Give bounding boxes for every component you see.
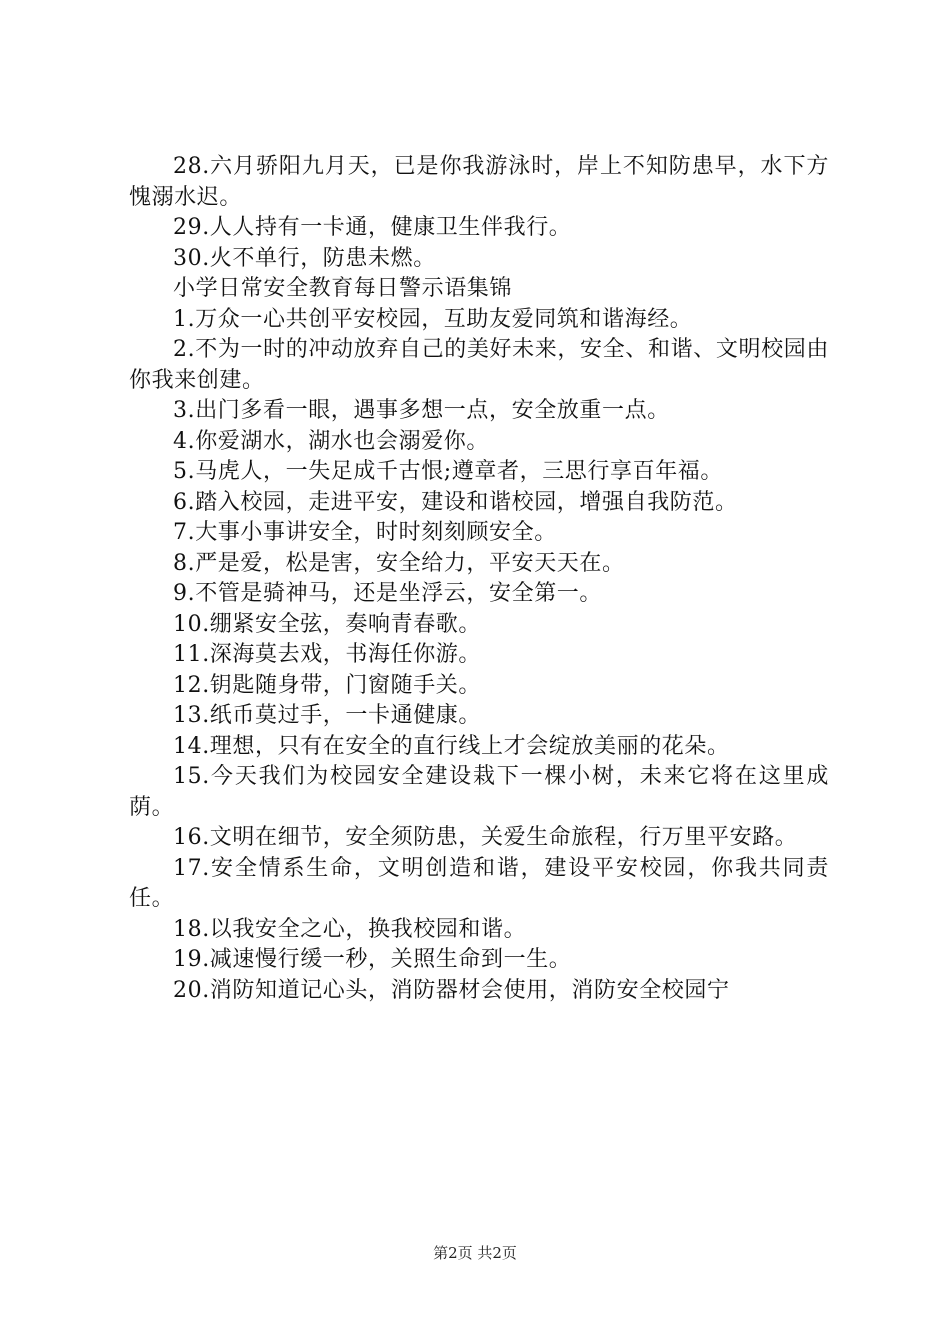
paragraph-10: 10.绷紧安全弦，奏响青春歌。 (173, 611, 481, 637)
paragraph-4: 4.你爱湖水，湖水也会溺爱你。 (173, 428, 489, 454)
section-heading: 小学日常安全教育每日警示语集锦 (173, 276, 513, 301)
paragraph-5: 5.马虎人，一失足成千古恨;遵章者，三思行享百年福。 (173, 459, 724, 484)
paragraph-6: 6.踏入校园，走进平安，建设和谐校园，增强自我防范。 (173, 489, 738, 515)
paragraph-29: 29.人人持有一卡通，健康卫生伴我行。 (173, 215, 572, 240)
paragraph-18: 18.以我安全之心，换我校园和谐。 (173, 916, 527, 942)
paragraph-3: 3.出门多看一眼，遇事多想一点，安全放重一点。 (173, 398, 670, 423)
paragraph-17: 17.安全情系生命，文明创造和谐，建设平安校园，你我共同责任。 (129, 855, 829, 911)
paragraph-1: 1.万众一心共创平安校园，互助友爱同筑和谐海经。 (173, 306, 693, 332)
paragraph-30: 30.火不单行，防患未燃。 (173, 245, 436, 271)
paragraph-14: 14.理想，只有在安全的直行线上才会绽放美丽的花朵。 (173, 733, 730, 759)
paragraph-28: 28.六月骄阳九月天，已是你我游泳时，岸上不知防患早，水下方愧溺水迟。 (129, 154, 829, 210)
paragraph-19: 19.减速慢行缓一秒，关照生命到一生。 (173, 947, 572, 972)
paragraph-12: 12.钥匙随身带，门窗随手关。 (173, 672, 481, 698)
paragraph-2: 2.不为一时的冲动放弃自己的美好未来，安全、和谐、文明校园由你我来创建。 (129, 337, 829, 393)
paragraph-11: 11.深海莫去戏，书海任你游。 (173, 642, 481, 667)
page-footer: 第2页 共2页 (433, 1244, 517, 1262)
paragraph-9: 9.不管是骑神马，还是坐浮云，安全第一。 (173, 581, 602, 606)
paragraph-13: 13.纸币莫过手，一卡通健康。 (173, 703, 481, 728)
paragraph-8: 8.严是爱，松是害，安全给力，平安天天在。 (173, 550, 625, 576)
document-body (129, 152, 829, 1006)
paragraph-16: 16.文明在细节，安全须防患，关爱生命旅程，行万里平安路。 (173, 825, 798, 850)
paragraph-20: 20.消防知道记心头，消防器材会使用，消防安全校园宁 (173, 977, 730, 1003)
paragraph-15: 15.今天我们为校园安全建设栽下一棵小树，未来它将在这里成荫。 (129, 764, 829, 820)
paragraph-7: 7.大事小事讲安全，时时刻刻顾安全。 (173, 520, 557, 545)
